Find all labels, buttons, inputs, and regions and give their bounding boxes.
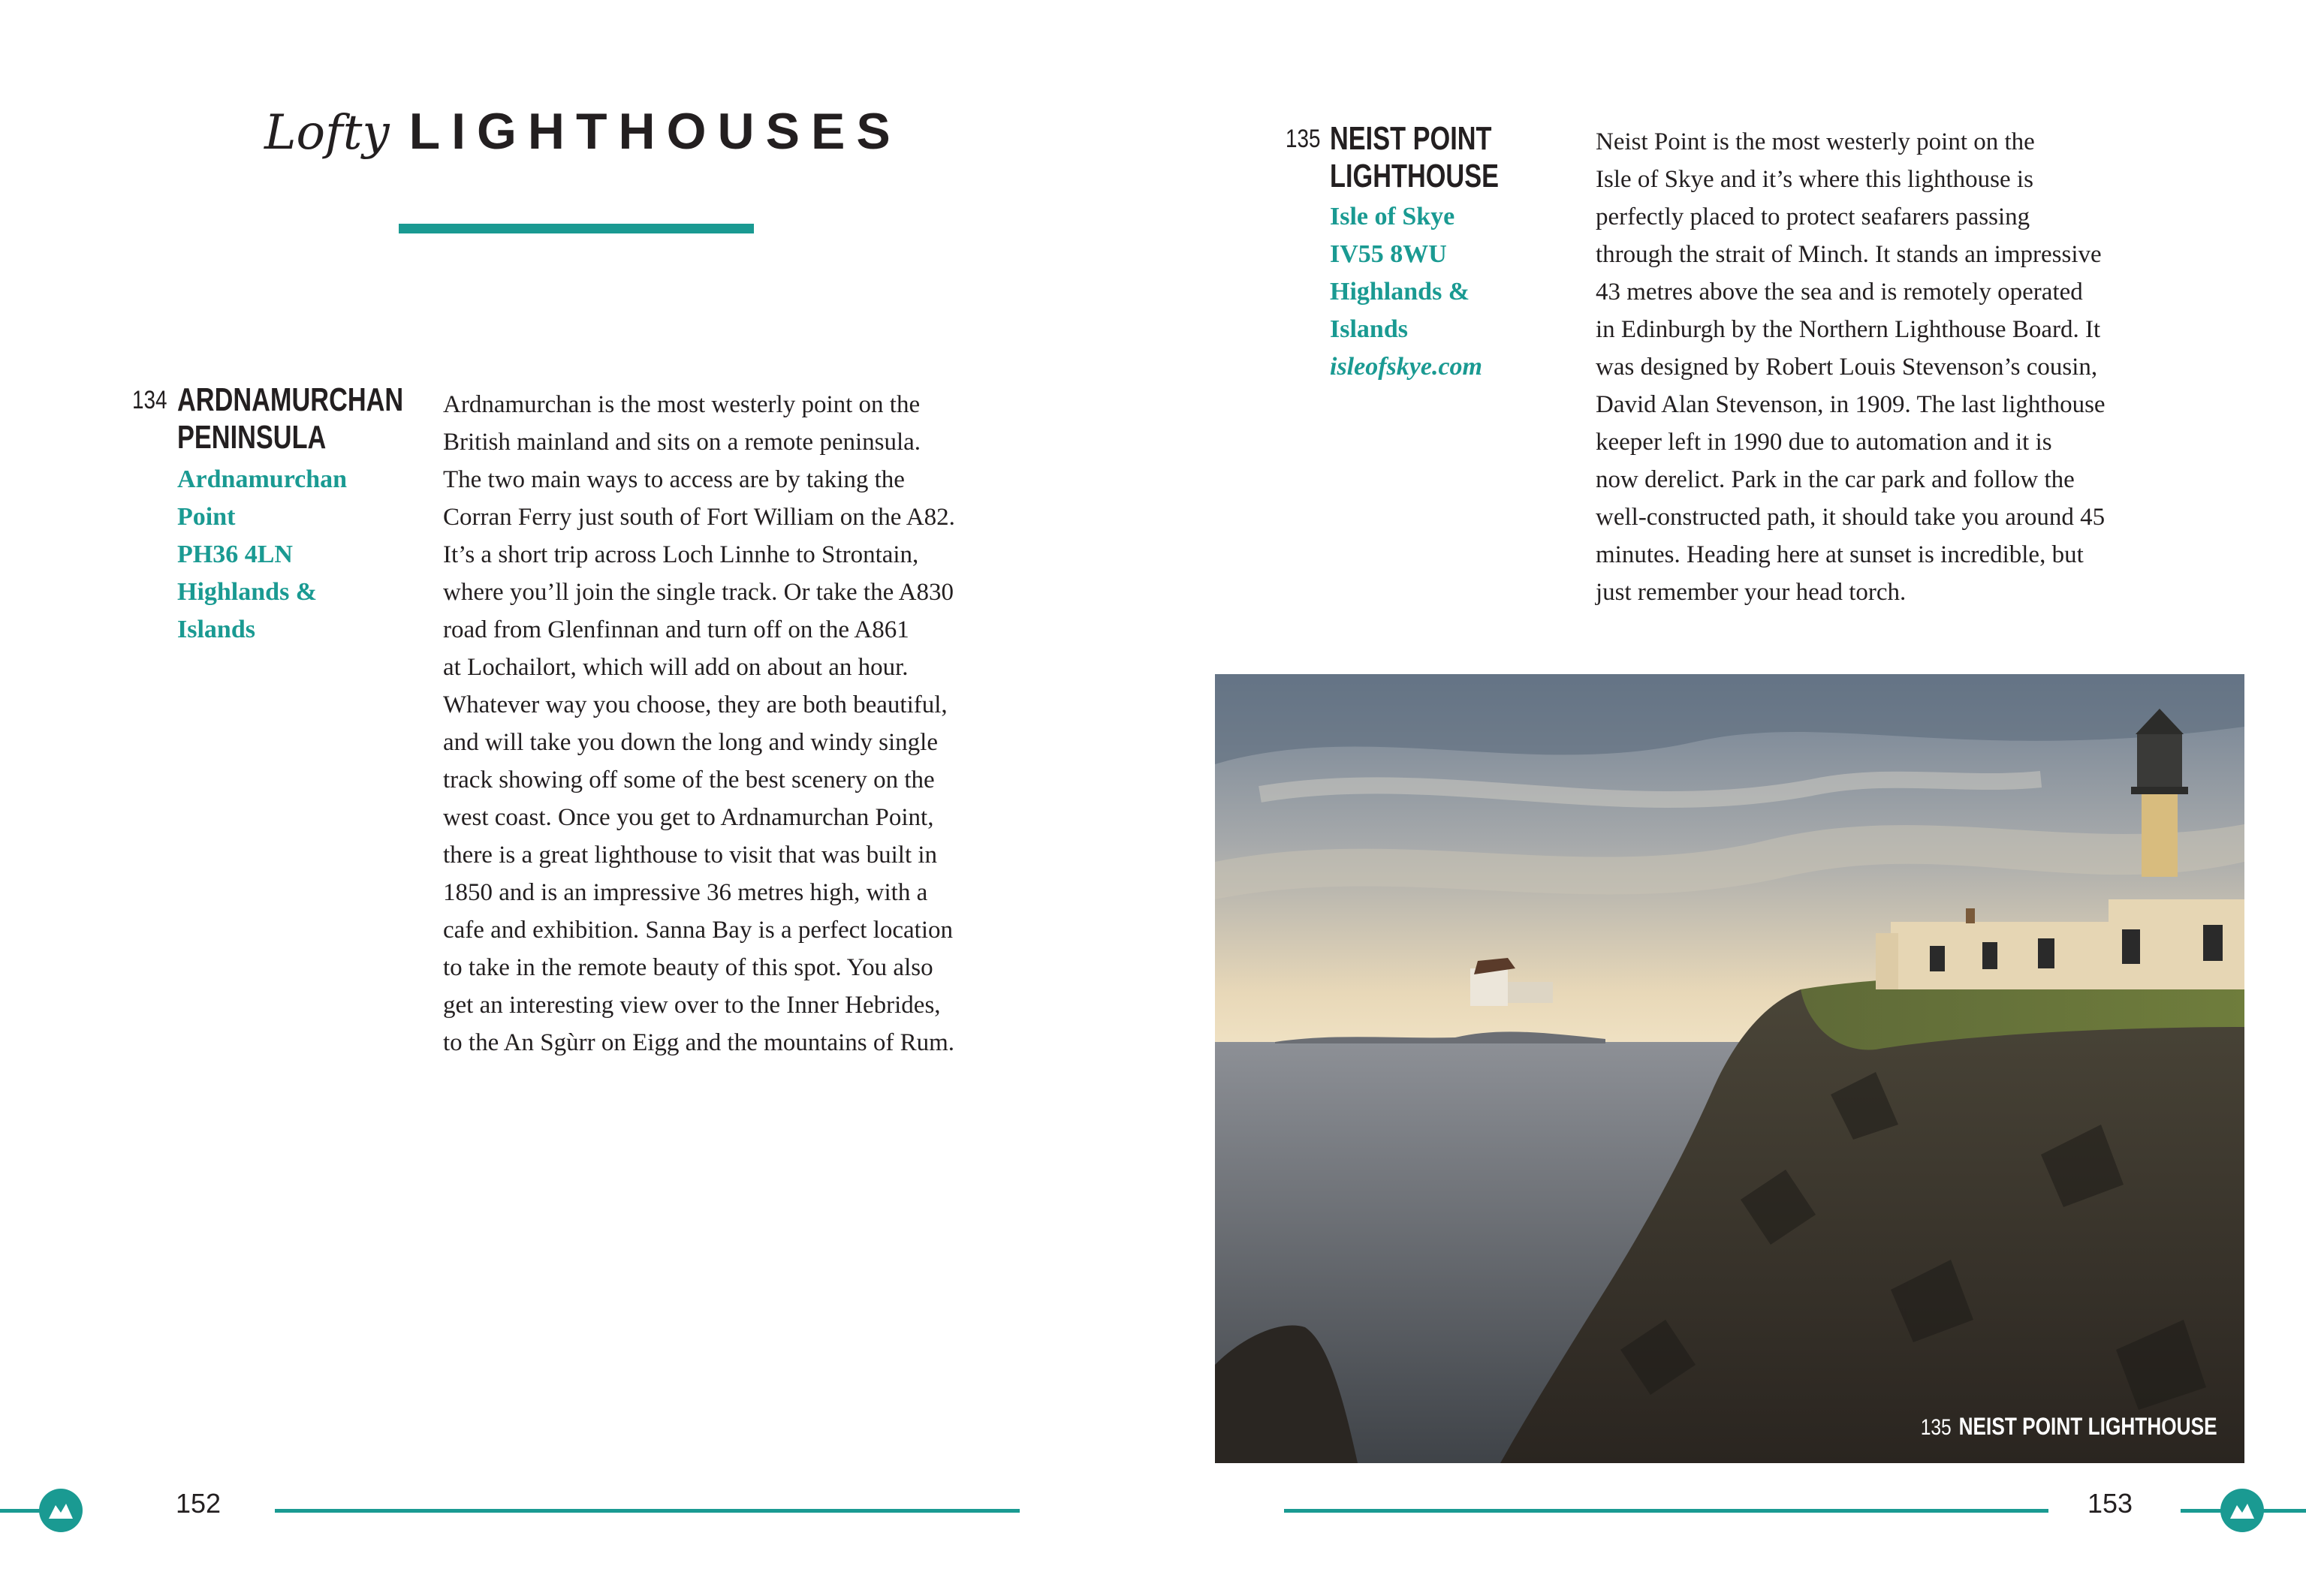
entry-body <box>443 386 955 1061</box>
body-line: perfectly placed to protect seafarers passing <box>1596 203 2030 230</box>
entry-name-line: PENINSULA <box>177 419 327 456</box>
body-line: Whatever way you choose, they are both beautiful, <box>443 691 948 718</box>
mountain-icon <box>2220 1489 2264 1532</box>
body-line: 43 metres above the sea and is remotely operated <box>1596 279 2083 306</box>
page-number-left: 152 <box>176 1488 222 1519</box>
body-line: Ardnamurchan is the most westerly point on the <box>443 391 921 418</box>
body-line: now derelict. Park in the car park and follow the <box>1596 466 2075 493</box>
address-line: Highlands & <box>177 578 318 606</box>
body-line: It’s a short trip across Loch Linnhe to Strontain, <box>443 541 919 568</box>
body-line: minutes. Heading here at sunset is incredible, but <box>1596 541 2084 568</box>
address-line: PH36 4LN <box>177 541 293 568</box>
address-line: Islands <box>177 616 255 643</box>
body-line: road from Glenfinnan and turn off on the A861 <box>443 616 909 643</box>
footer-rule <box>1284 1509 2048 1513</box>
entry-number: 134 <box>132 386 167 414</box>
caption-title: NEIST POINT LIGHTHOUSE <box>1958 1413 2217 1440</box>
section-title-caps: LIGHTHOUSES <box>408 103 902 160</box>
address-line: Ardnamurchan <box>177 465 348 493</box>
address-line: Point <box>177 503 236 531</box>
body-line: at Lochailort, which will add on about an hour. <box>443 654 909 681</box>
body-line: to the An Sgùrr on Eigg and the mountains of Rum. <box>443 1029 955 1056</box>
mountain-icon <box>39 1489 83 1532</box>
entry-number: 135 <box>1286 125 1321 153</box>
photo-caption <box>1921 1413 2217 1441</box>
footer-rule <box>2262 1509 2306 1513</box>
body-line: there is a great lighthouse to visit that was built in <box>443 842 938 869</box>
body-line: Corran Ferry just south of Fort William on the A82. <box>443 504 955 531</box>
section-title <box>264 102 902 161</box>
address-line: IV55 8WU <box>1330 240 1447 268</box>
body-line: 1850 and is an impressive 36 metres high, with a <box>443 879 928 906</box>
body-line: was designed by Robert Louis Stevenson’s cousin, <box>1596 354 2098 381</box>
body-line: The two main ways to access are by taking the <box>443 466 905 493</box>
caption-number: 135 <box>1921 1415 1952 1440</box>
body-line: get an interesting view over to the Inner Hebrides, <box>443 992 941 1019</box>
entry-name-line: LIGHTHOUSE <box>1330 158 1499 194</box>
address-line: Isle of Skye <box>1330 203 1455 230</box>
entry-address <box>1330 198 1482 386</box>
body-line: track showing off some of the best scenery on the <box>443 766 935 793</box>
body-line: Isle of Skye and it’s where this lighthouse is <box>1596 166 2033 193</box>
body-line: and will take you down the long and windy single <box>443 729 938 756</box>
body-line: well-constructed path, it should take you around 45 <box>1596 504 2106 531</box>
body-line: Neist Point is the most westerly point on the <box>1596 128 2035 155</box>
entry-address <box>177 461 347 649</box>
footer-rule <box>0 1509 41 1513</box>
entry-body <box>1596 123 2106 611</box>
website-link[interactable]: isleofskye.com <box>1330 353 1482 381</box>
address-line: Highlands & <box>1330 278 1470 306</box>
section-title-rule <box>399 224 754 233</box>
section-title-script: Lofty <box>264 105 390 161</box>
entry-name <box>177 381 403 456</box>
body-line: just remember your head torch. <box>1596 579 1907 606</box>
page-number-right: 153 <box>2087 1488 2133 1519</box>
body-line: west coast. Once you get to Ardnamurchan Point, <box>443 804 934 831</box>
body-line: where you’ll join the single track. Or take the A830 <box>443 579 954 606</box>
address-line: Islands <box>1330 315 1408 343</box>
footer-rule <box>275 1509 1020 1513</box>
body-line: through the strait of Minch. It stands an impressive <box>1596 241 2102 268</box>
body-line: British mainland and sits on a remote peninsula. <box>443 429 921 456</box>
body-line: to take in the remote beauty of this spot. You also <box>443 954 933 981</box>
entry-name <box>1330 120 1499 195</box>
entry-name-line: ARDNAMURCHAN <box>177 381 404 418</box>
body-line: in Edinburgh by the Northern Lighthouse Board. It <box>1596 316 2101 343</box>
body-line: cafe and exhibition. Sanna Bay is a perfect location <box>443 917 953 944</box>
lighthouse-photo-illustration <box>1215 674 2244 1463</box>
lighthouse-photo <box>1215 674 2244 1463</box>
body-line: keeper left in 1990 due to automation and it is <box>1596 429 2052 456</box>
entry-name-line: NEIST POINT <box>1330 120 1492 157</box>
body-line: David Alan Stevenson, in 1909. The last lighthouse <box>1596 391 2106 418</box>
